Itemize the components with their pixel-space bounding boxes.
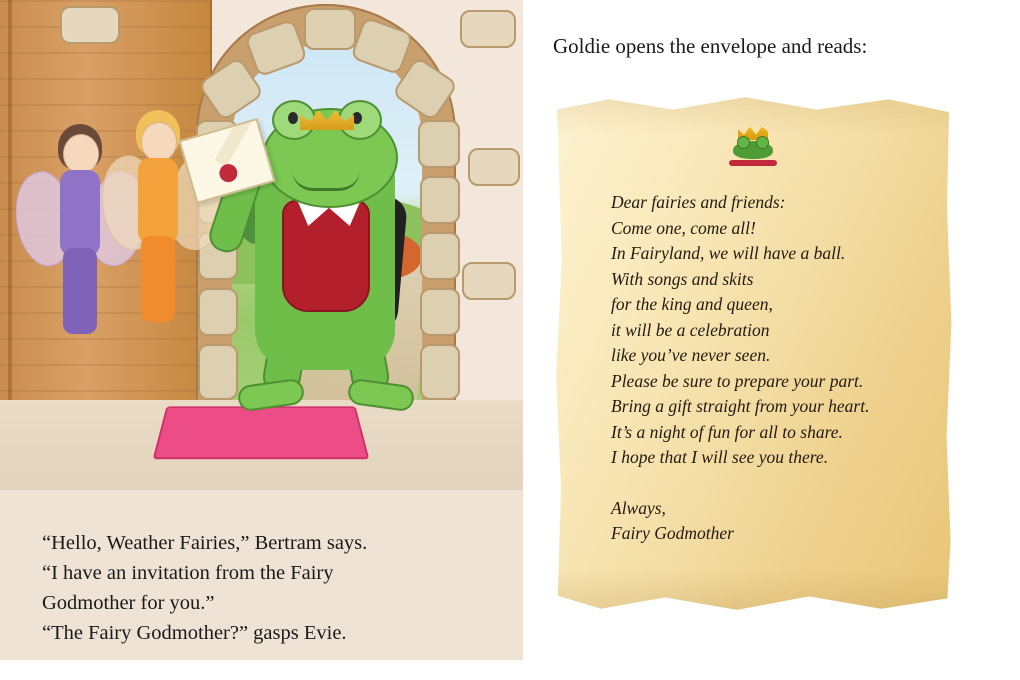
scroll-bottom-shading [554, 569, 952, 613]
crown-and-frog-emblem-icon [725, 126, 781, 168]
bertram-frog-at-door-illustration [0, 0, 523, 490]
letter-line: Dear fairies and friends: [611, 192, 786, 212]
fairy-head [63, 134, 99, 174]
wax-seal-icon [217, 162, 239, 184]
letter-line: like you’ve never seen. [611, 345, 771, 365]
letter-line: I hope that I will see you there. [611, 447, 829, 467]
fairy-top [60, 170, 100, 256]
letter-line: With songs and skits [611, 268, 754, 289]
left-page-caption [42, 528, 462, 648]
intro-sentence: Goldie opens the envelope and reads: [553, 34, 868, 58]
frog-icon [733, 141, 773, 159]
letter-closing-line: Always, [611, 497, 666, 518]
fairy-pants [63, 248, 97, 334]
arch-stone [420, 344, 460, 400]
letter-line: it will be a celebration [611, 319, 770, 340]
arch-stone [304, 8, 356, 50]
wall-stone [460, 10, 516, 48]
right-page [523, 0, 1020, 680]
ribbon-icon [729, 160, 777, 166]
fairy-top [138, 158, 178, 244]
arch-stone [420, 288, 460, 336]
arch-stone [420, 176, 460, 224]
wall-stone [60, 6, 120, 44]
wall-stone [468, 148, 520, 186]
caption-line: “The Fairy Godmother?” gasps Evie. [42, 622, 347, 644]
frog-pupil [288, 112, 298, 124]
letter-signature: Fairy Godmother [611, 523, 734, 543]
frog-mouth [292, 170, 360, 191]
letter-body [611, 190, 911, 547]
letter-line: It’s a night of fun for all to share. [611, 421, 843, 442]
letter-line: Bring a gift straight from your heart. [611, 396, 870, 416]
pink-doormat [153, 406, 370, 459]
caption-line: “I have an invitation from the Fairy [42, 562, 334, 584]
wall-stone [462, 262, 516, 300]
letter-line: In Fairyland, we will have a ball. [611, 243, 846, 263]
letter-spacer [611, 471, 911, 496]
fairy-head [141, 122, 177, 162]
letter-line: for the king and queen, [611, 294, 773, 314]
arch-stone [420, 232, 460, 280]
letter-line: Please be sure to prepare your part. [611, 370, 864, 391]
frog-vest [282, 200, 370, 312]
arch-stone [418, 120, 460, 168]
left-page [0, 0, 523, 660]
invitation-letter [553, 94, 953, 614]
letter-line: Come one, come all! [611, 217, 756, 238]
caption-line: Godmother for you.” [42, 592, 215, 614]
fairy-pants [141, 236, 175, 322]
caption-line: “Hello, Weather Fairies,” Bertram says. [42, 532, 368, 554]
